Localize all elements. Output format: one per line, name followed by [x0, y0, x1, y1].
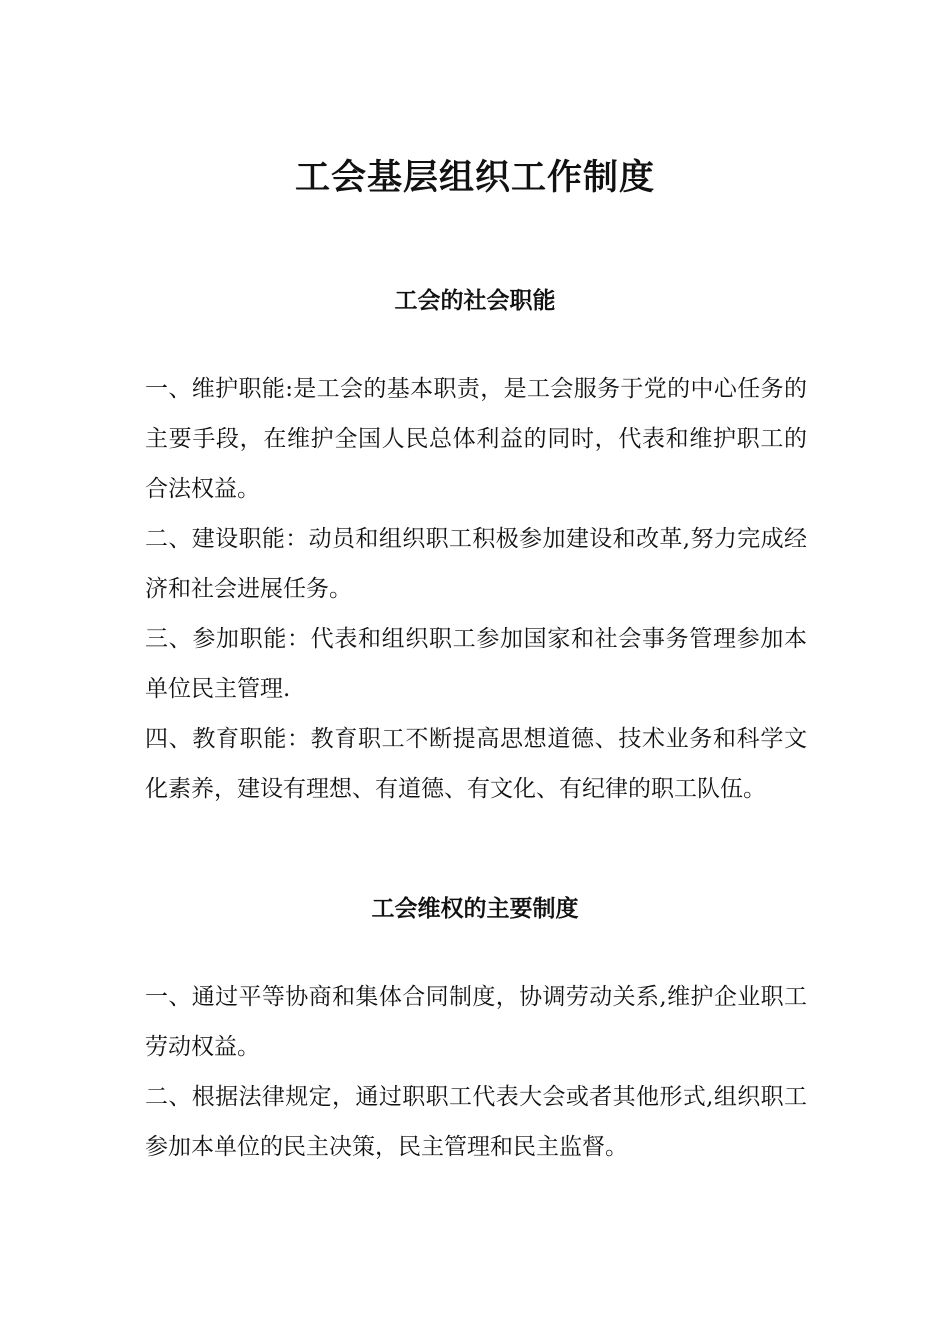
section-heading-rights-systems: 工会维权的主要制度	[371, 896, 579, 922]
paragraph: 四、教育职能：教育职工不断提高思想道德、技术业务和科学文化素养，建设有理想、有道德、有文化、有纪律的职工队伍。	[145, 726, 807, 802]
document-title: 工会基层组织工作制度	[294, 158, 655, 198]
paragraph: 一、维护职能:是工会的基本职责，是工会服务于党的中心任务的主要手段，在维护全国人民总体利益的同时，代表和维护职工的合法权益。	[145, 376, 807, 502]
paragraph: 二、根据法律规定，通过职职工代表大会或者其他形式,组织职工参加本单位的民主决策，民主管理和民主监督。	[145, 1084, 807, 1160]
paragraph: 三、参加职能：代表和组织职工参加国家和社会事务管理参加本单位民主管理.	[145, 626, 807, 702]
paragraph: 一、通过平等协商和集体合同制度，协调劳动关系,维护企业职工劳动权益。	[145, 984, 807, 1060]
section-body-rights-systems	[145, 972, 807, 1172]
section-heading-social-functions: 工会的社会职能	[394, 288, 556, 314]
paragraph: 二、建设职能：动员和组织职工积极参加建设和改革,努力完成经济和社会进展任务。	[145, 526, 807, 602]
section-body-social-functions	[145, 364, 807, 814]
